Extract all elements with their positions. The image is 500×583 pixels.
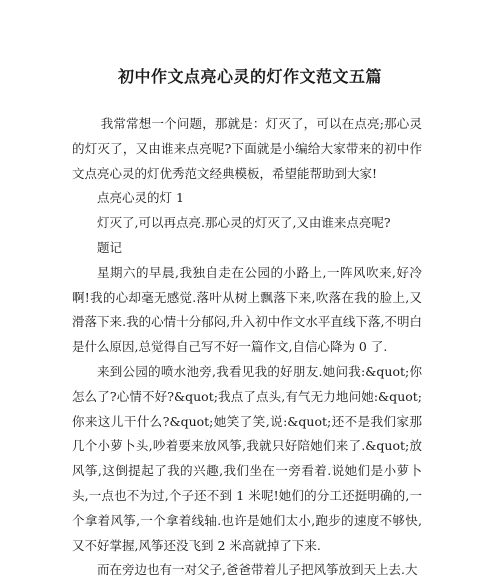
epigraph-line: 灯灭了,可以再点亮.那心灵的灯灭了,又由谁来点亮呢? [97, 215, 391, 231]
document-body [72, 112, 422, 583]
intro-paragraph: 我常常想一个问题，那就是：灯灭了，可以在点亮;那心灵的灯灭了，又由谁来点亮呢?下面就是小编给大家带来的初中作文点亮心灵的灯优秀范文经典模板，希望能帮助到大家! [72, 116, 422, 181]
body-paragraph: 来到公园的喷水池旁,我看见我的好朋友.她问我:&quot;你怎么了?心情不好?&quot;我点了点头,有气无力地问她:&quot;你来这儿干什么?&quot;她笑了笑,说:&quot;还不是我们家那几个小萝卜头,吵着要来放风筝,我就只好陪她们来了.&quot;放风筝,这倒提起了我的兴趣,我们坐在一旁看着.说她们是小萝卜头,一点也不为过,个子还不到 1 米呢!她们的分工还挺明确的,一个拿着风筝,一个拿着线轴.也许是她们太小,跑步的速度不够快,又不好掌握,风筝还没飞到 2 米高就掉了下来. [72, 363, 422, 553]
body-paragraph: 星期六的早晨,我独自走在公园的小路上,一阵风吹来,好冷啊!我的心却毫无感觉.落叶从树上飘落下来,吹落在我的脸上,又滑落下来.我的心情十分郁闷,升入初中作文水平直线下落,不明白是什么原因,总觉得自己写不好一篇作文,自信心降为 0 了. [72, 264, 422, 355]
body-paragraph: 而在旁边也有一对父子,爸爸带着儿子把风筝放到天上去.大 [97, 562, 418, 578]
epigraph-label: 题记 [97, 239, 123, 255]
document-title: 初中作文点亮心灵的灯作文范文五篇 [117, 67, 382, 86]
section-heading: 点亮心灵的灯 1 [97, 190, 184, 206]
